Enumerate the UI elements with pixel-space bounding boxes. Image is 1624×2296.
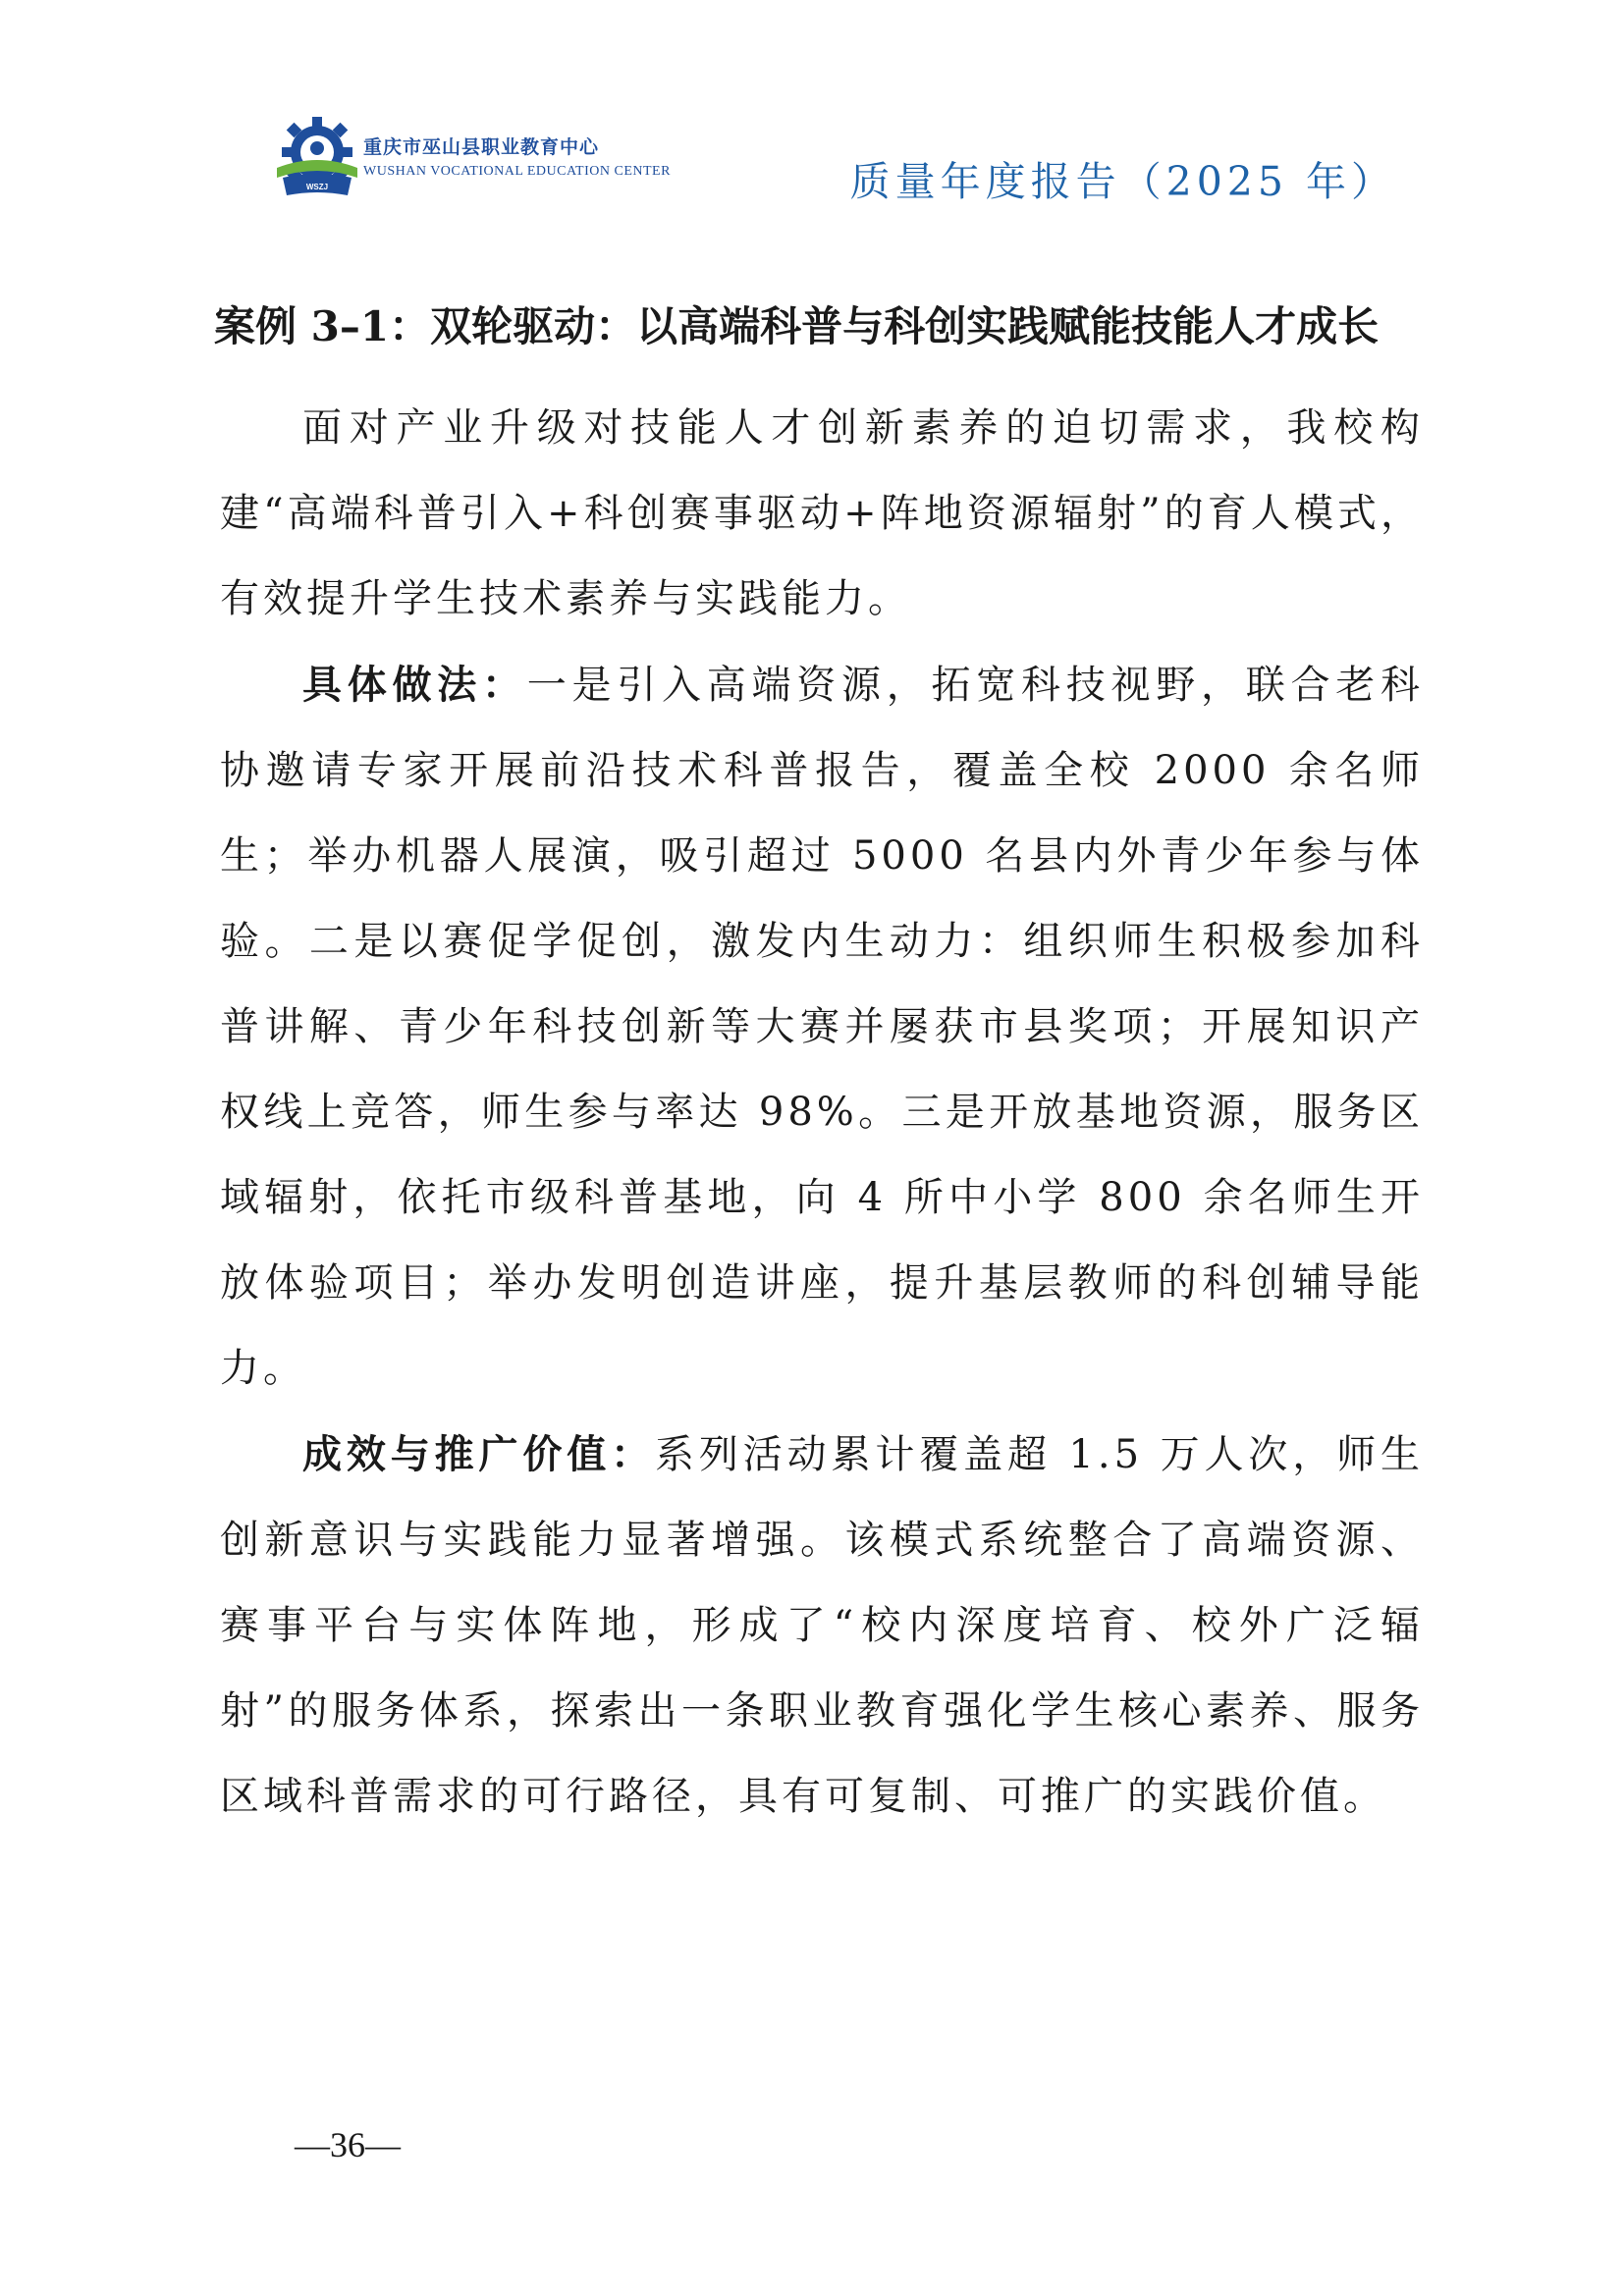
case-title: 案例 3–1：双轮驱动：以高端科普与科创实践赋能技能人才成长 [214, 302, 1380, 350]
report-title: 质量年度报告（2025 年） [849, 158, 1396, 205]
intro-paragraph: 面对产业升级对技能人才创新素养的迫切需求，我校构建“高端科普引入+科创赛事驱动+阵地资源辐射”的育人模式，有效提升学生技术素养与实践能力。 [220, 405, 1424, 621]
gear-logo-icon [273, 113, 361, 201]
method-paragraph [220, 642, 1424, 1412]
case-body [220, 386, 1424, 1840]
page-header [0, 0, 1624, 226]
page-number: —36— [295, 2125, 401, 2164]
effect-label: 成效与推广价值： [302, 1431, 655, 1477]
logo-badge-text: WSZJ [305, 183, 329, 191]
method-label: 具体做法： [302, 662, 527, 708]
effect-paragraph [220, 1412, 1424, 1840]
effect-text: 系列活动累计覆盖超 1.5 万人次，师生创新意识与实践能力显著增强。该模式系统整合了高端资源、赛事平台与实体阵地，形成了“校内深度培育、校外广泛辐射”的服务体系，探索出一条职业教育强化学生核心素养、服务区域科普需求的可行路径，具有可复制、可推广的实践价值。 [220, 1432, 1424, 1819]
logo-english-name: WUSHAN VOCATIONAL EDUCATION CENTER [363, 164, 671, 179]
school-logo [273, 113, 671, 201]
method-text: 一是引入高端资源，拓宽科技视野，联合老科协邀请专家开展前沿技术科普报告，覆盖全校 2000 余名师生；举办机器人展演，吸引超过 5000 名县内外青少年参与体验。二是以赛促学促创，激发内生动力：组织师生积极参加科普讲解、青少年科技创新等大赛并屡获市县奖项；开展知识产权线上竞答，师生参与率达 98%。三是开放基地资源，服务区域辐射，依托市级科普基地，向 4 所中小学 800 余名师生开放体验项目；举办发明创造讲座，提升基层教师的科创辅导能力。 [220, 663, 1424, 1391]
logo-chinese-name: 重庆市巫山县职业教育中心 [363, 136, 600, 158]
